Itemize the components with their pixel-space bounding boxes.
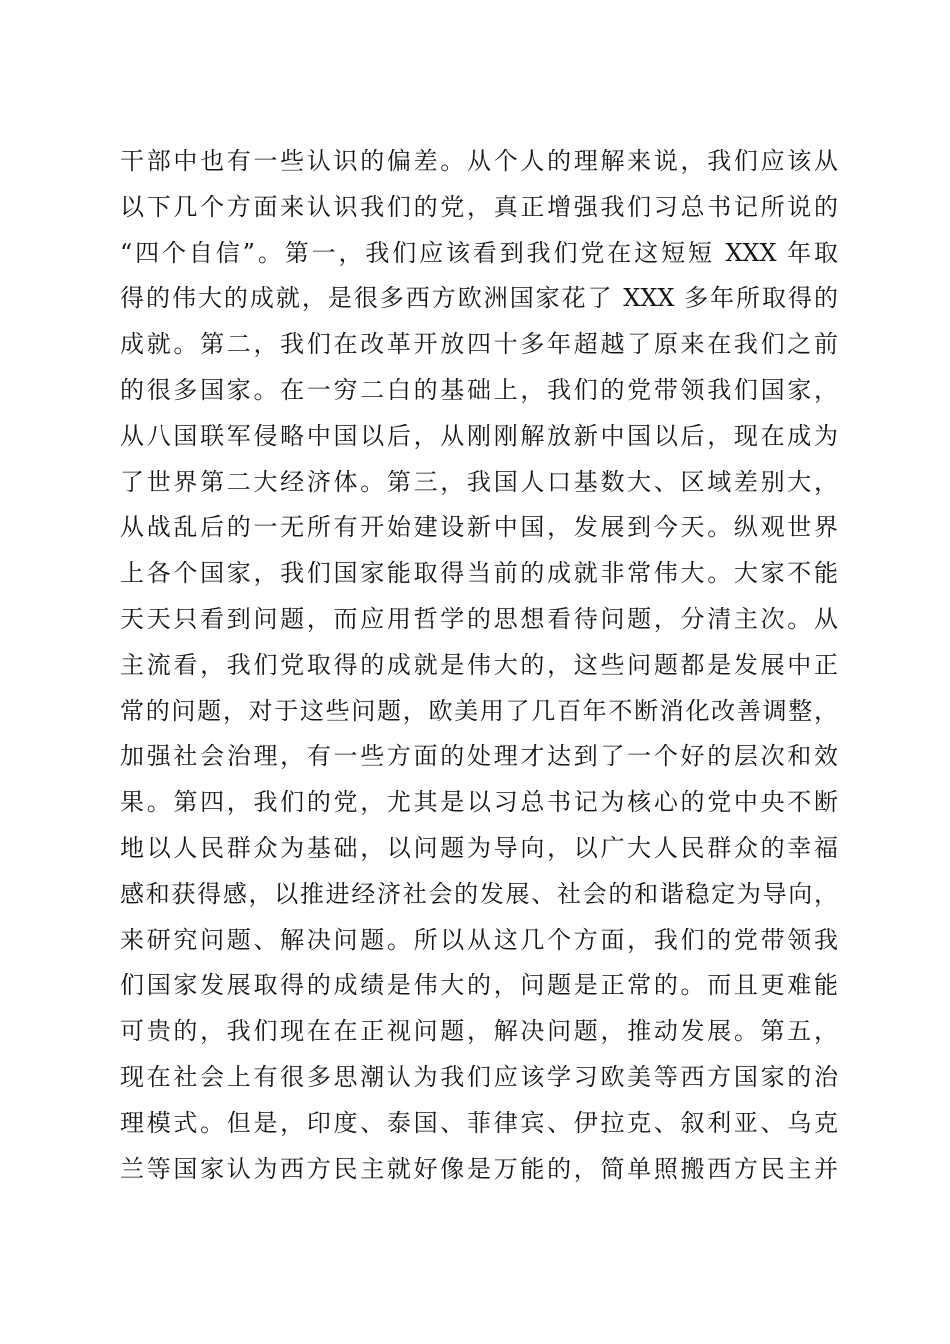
text-line: 感和获得感，以推进经济社会的发展、社会的和谐稳定为导向， [120,879,838,908]
text-line: 得的伟大的成就，是很多西方欧洲国家花了 XXX 多年所取得的 [120,284,838,313]
text-line: 现在社会上有很多思潮认为我们应该学习欧美等西方国家的治 [120,1062,838,1091]
text-line: 来研究问题、解决问题。所以从这几个方面，我们的党带领我 [120,925,838,954]
body-paragraph [120,139,838,1192]
text-line: 从八国联军侵略中国以后，从刚刚解放新中国以后，现在成为 [120,421,838,450]
text-line: 理模式。但是，印度、泰国、菲律宾、伊拉克、叙利亚、乌克 [120,1108,838,1137]
text-line: 加强社会治理，有一些方面的处理才达到了一个好的层次和效 [120,742,838,771]
text-line: 天天只看到问题，而应用哲学的思想看待问题，分清主次。从 [120,604,838,633]
text-line: 果。第四，我们的党，尤其是以习总书记为核心的党中央不断 [120,788,838,817]
text-line: 从战乱后的一无所有开始建设新中国，发展到今天。纵观世界 [120,513,838,542]
text-line: 以下几个方面来认识我们的党，真正增强我们习总书记所说的 [120,192,838,221]
text-line: 的很多国家。在一穷二白的基础上，我们的党带领我们国家， [120,375,838,404]
text-line: 常的问题，对于这些问题，欧美用了几百年不断消化改善调整， [120,696,838,725]
text-line: 成就。第二，我们在改革开放四十多年超越了原来在我们之前 [120,330,838,359]
text-line: 可贵的，我们现在在正视问题，解决问题，推动发展。第五， [120,1017,838,1046]
text-line: 主流看，我们党取得的成就是伟大的，这些问题都是发展中正 [120,650,838,679]
text-line: 地以人民群众为基础，以问题为导向，以广大人民群众的幸福 [120,833,838,862]
text-line: 了世界第二大经济体。第三，我国人口基数大、区域差别大， [120,467,838,496]
text-line: 上各个国家，我们国家能取得当前的成就非常伟大。大家不能 [120,559,838,588]
text-line: 们国家发展取得的成绩是伟大的，问题是正常的。而且更难能 [120,971,838,1000]
text-line: 干部中也有一些认识的偏差。从个人的理解来说，我们应该从 [120,147,838,175]
text-line: 兰等国家认为西方民主就好像是万能的，简单照搬西方民主并 [120,1154,838,1183]
text-line: “四个自信”。第一，我们应该看到我们党在这短短 XXX 年取 [120,238,838,267]
